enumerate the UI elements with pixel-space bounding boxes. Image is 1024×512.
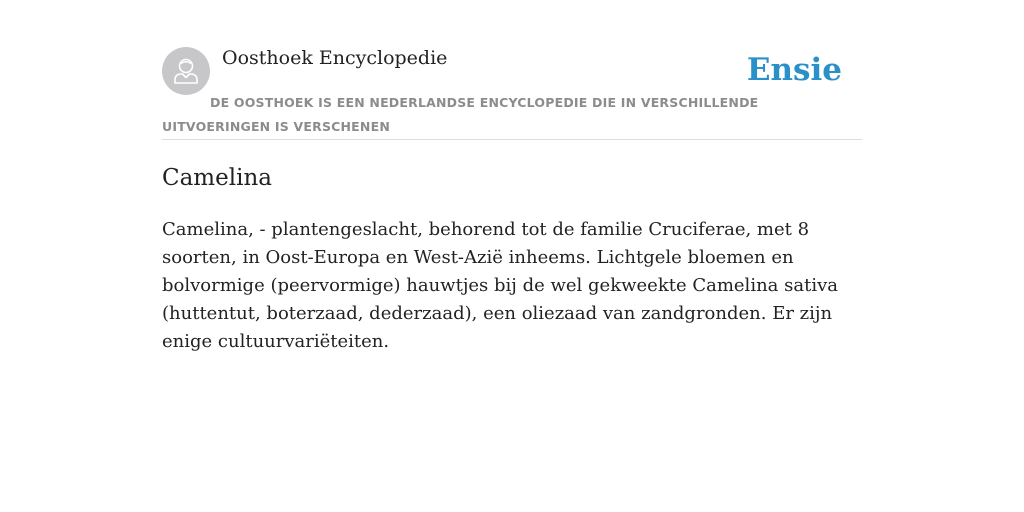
avatar[interactable]: [162, 47, 210, 95]
article-body: Camelina, - plantengeslacht, behorend tot de familie Cruciferae, met 8 soorten, in Oost-Europa en West-Azië inheems. Lichtgele bloemen en bolvormige (peervormige) hauwtjes bij de wel gekweekte Camelina sativa (huttentut, boterzaad, dederzaad), een oliezaad van zandgronden. Er zijn enige cultuurvariëteiten.: [162, 219, 838, 352]
source-name[interactable]: Oosthoek Encyclopedie: [222, 47, 448, 69]
divider: [162, 139, 862, 140]
source-description: DE OOSTHOEK IS EEN NEDERLANDSE ENCYCLOPEDIE DIE IN VERSCHILLENDE UITVOERINGEN IS VERSCHENEN: [162, 95, 759, 134]
source-header: [162, 40, 862, 140]
user-silhouette-icon: [162, 47, 210, 95]
brand-logo[interactable]: Ensie: [746, 52, 842, 88]
article-title: Camelina: [162, 165, 272, 191]
